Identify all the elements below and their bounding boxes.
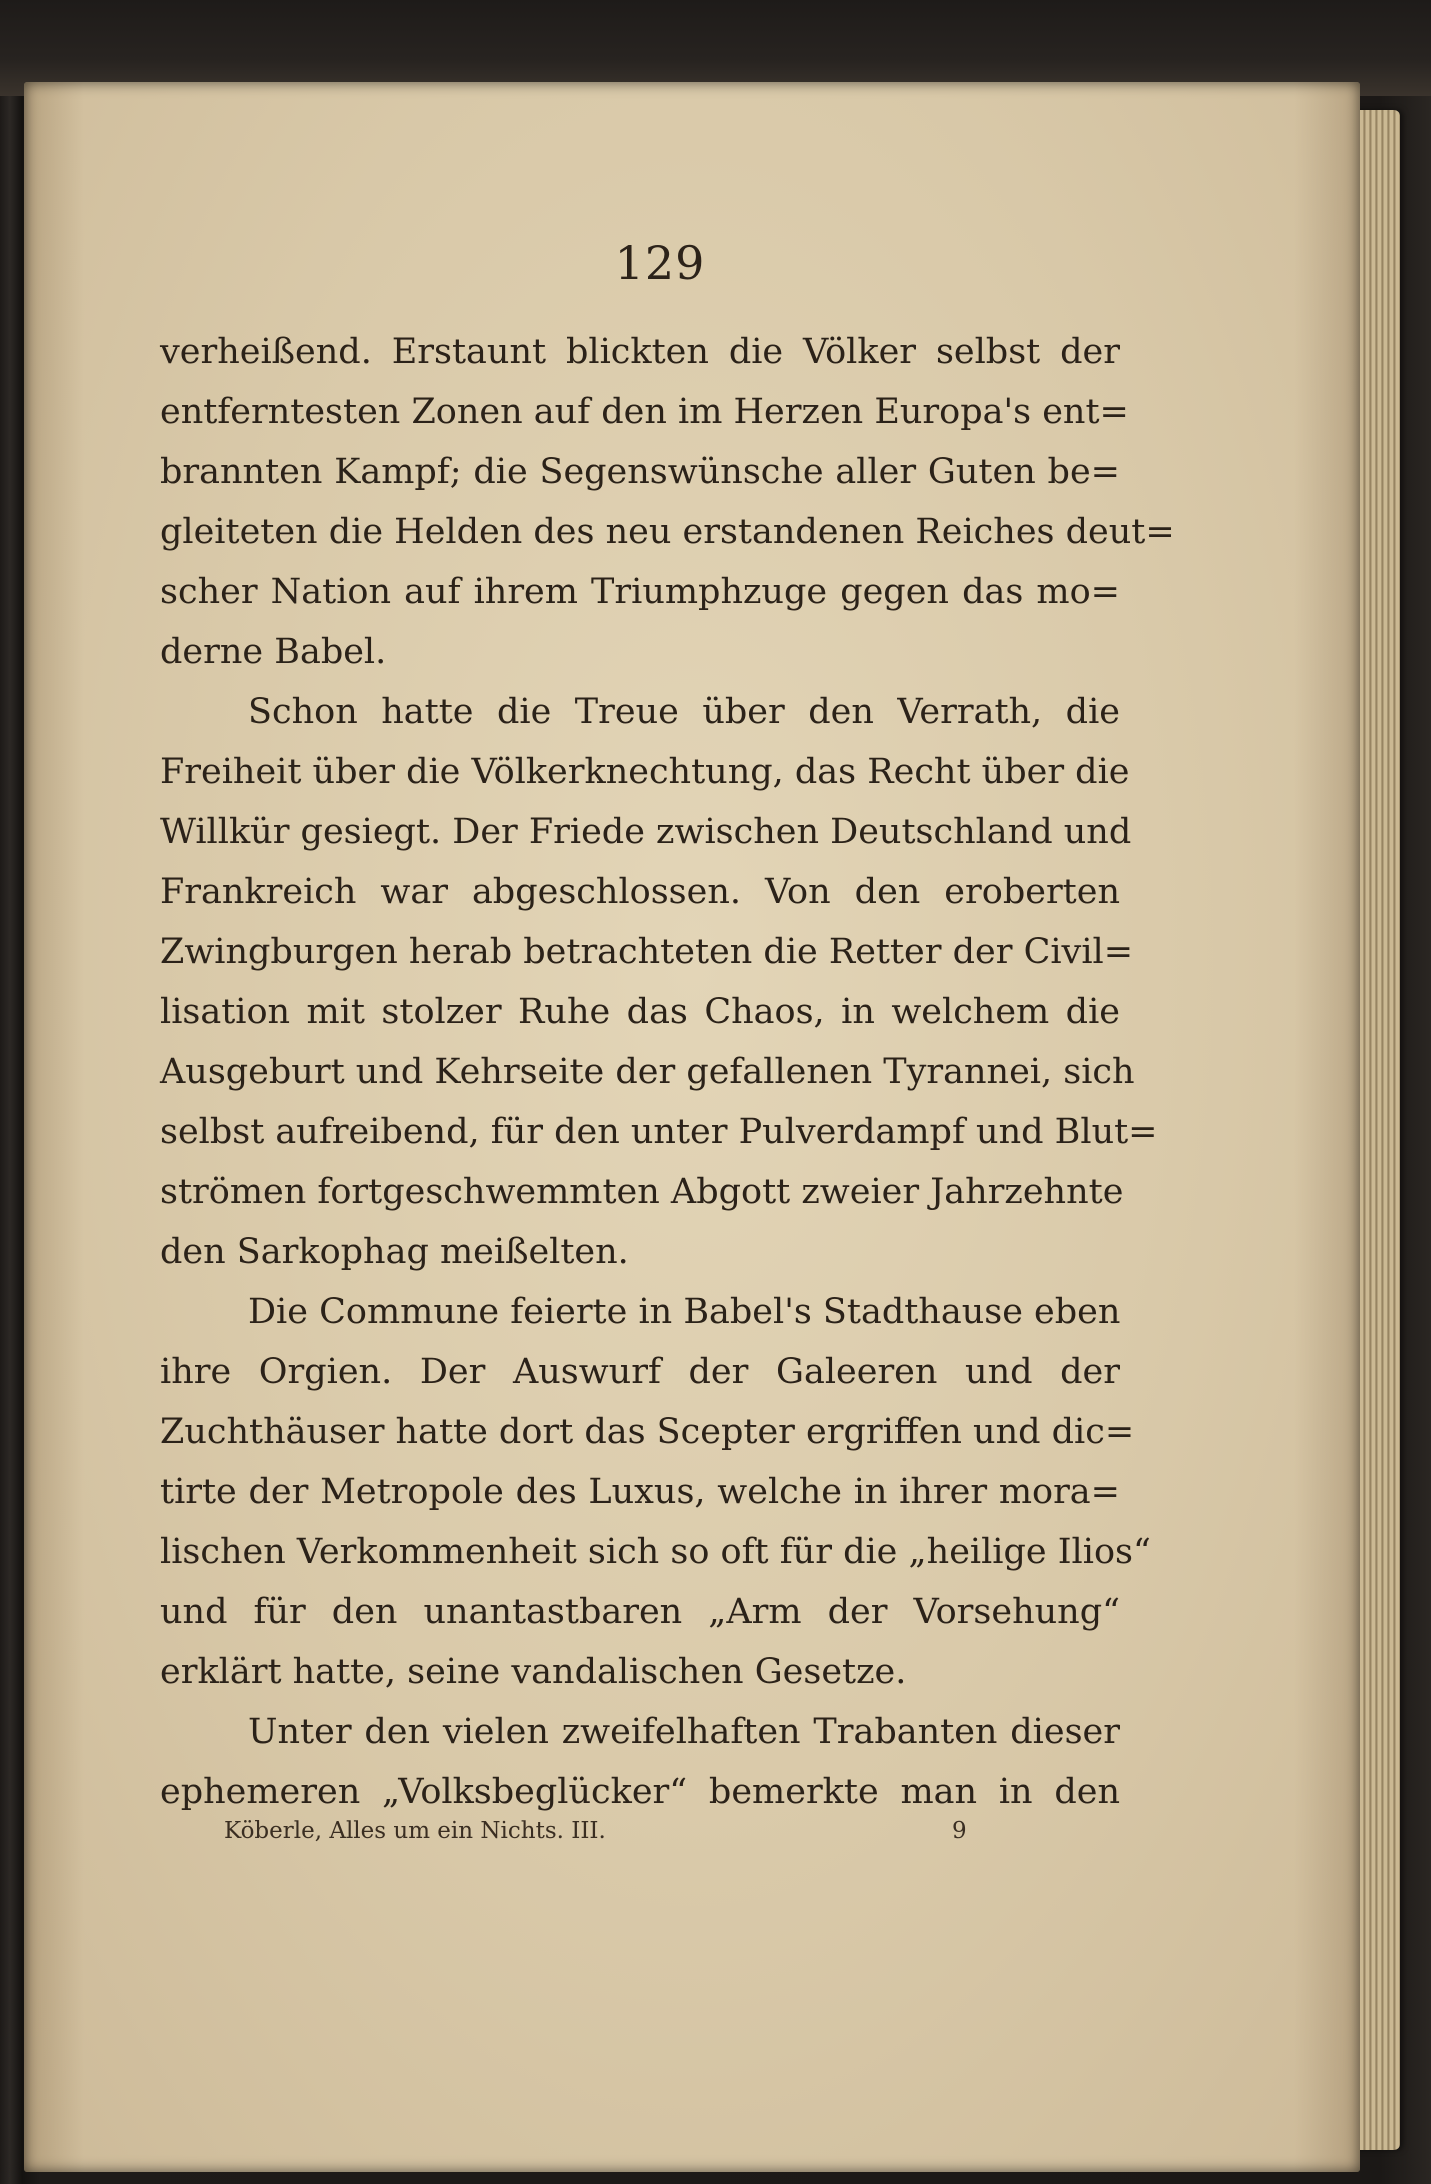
text-line: Zuchthäuser hatte dort das Scepter ergriffen und dic= (160, 1412, 1135, 1452)
text-line: Willkür gesiegt. Der Friede zwischen Deutschland und (160, 812, 1132, 852)
text-line: Freiheit über die Völkerknechtung, das Recht über die (160, 752, 1130, 792)
footer-signature: Köberle, Alles um ein Nichts. III. (224, 1818, 606, 1844)
text-line: gleiteten die Helden des neu erstandenen Reiches deut= (160, 512, 1175, 552)
text-line: lischen Verkommenheit sich so oft für die „heilige Ilios“ (160, 1532, 1151, 1572)
text-line: Unter den vielen zweifelhaften Trabanten dieser (248, 1712, 1120, 1752)
text-line: tirte der Metropole des Luxus, welche in ihrer mora= (160, 1472, 1120, 1512)
text-line: und für den unantastbaren „Arm der Vorsehung“ (160, 1592, 1120, 1632)
text-line: selbst aufreibend, für den unter Pulverdampf und Blut= (160, 1112, 1158, 1152)
text-line: Zwingburgen herab betrachteten die Retter der Civil= (160, 932, 1134, 972)
text-line: Frankreich war abgeschlossen. Von den eroberten (160, 872, 1120, 912)
text-line: lisation mit stolzer Ruhe das Chaos, in welchem die (160, 992, 1120, 1032)
footer-sheet-number: 9 (952, 1818, 967, 1844)
text-line: erklärt hatte, seine vandalischen Gesetze. (160, 1652, 907, 1692)
text-line: entferntesten Zonen auf den im Herzen Europa's ent= (160, 392, 1129, 432)
text-line: Ausgeburt und Kehrseite der gefallenen Tyrannei, sich (160, 1052, 1135, 1092)
body-text (160, 322, 1175, 1822)
text-line: den Sarkophag meißelten. (160, 1232, 629, 1272)
text-line: Schon hatte die Treue über den Verrath, die (248, 692, 1120, 732)
text-line: derne Babel. (160, 632, 387, 672)
text-line: ihre Orgien. Der Auswurf der Galeeren und der (160, 1352, 1120, 1392)
text-line: brannten Kampf; die Segenswünsche aller Guten be= (160, 452, 1120, 492)
text-line: Die Commune feierte in Babel's Stadthause eben (248, 1292, 1121, 1332)
text-line: scher Nation auf ihrem Triumphzuge gegen das mo= (160, 572, 1120, 612)
text-line: ephemeren „Volksbeglücker“ bemerkte man in den (160, 1772, 1120, 1812)
text-line: strömen fortgeschwemmten Abgott zweier Jahrzehnte (160, 1172, 1124, 1212)
text-line: verheißend. Erstaunt blickten die Völker selbst der (160, 332, 1120, 372)
page-number: 129 (614, 236, 706, 290)
